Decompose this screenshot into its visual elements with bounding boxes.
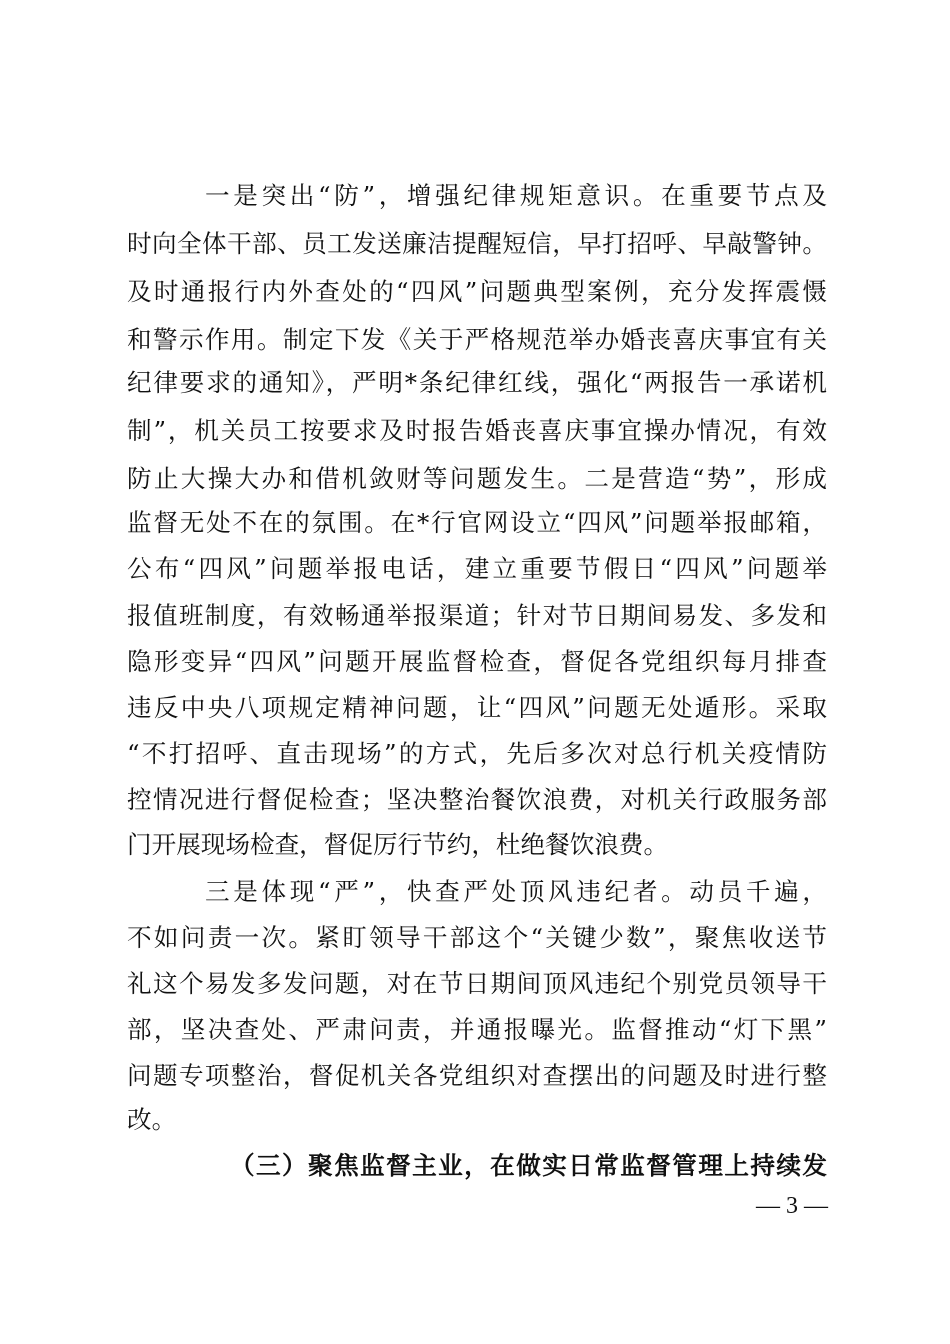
paragraph-1-line-11: 隐形变异“四风”问题开展监督检查，督促各党组织每月排查 bbox=[127, 647, 827, 676]
paragraph-1-line-1: 一是突出“防”，增强纪律规矩意识。在重要节点及 bbox=[205, 181, 827, 210]
paragraph-1-line-4: 和警示作用。制定下发《关于严格规范举办婚丧喜庆事宜有关 bbox=[127, 325, 827, 354]
paragraph-1-line-6: 制”，机关员工按要求及时报告婚丧喜庆事宜操办情况，有效 bbox=[127, 416, 827, 445]
paragraph-1-line-14: 控情况进行督促检查；坚决整治餐饮浪费，对机关行政服务部 bbox=[127, 785, 827, 814]
paragraph-1-line-10: 报值班制度，有效畅通举报渠道；针对节日期间易发、多发和 bbox=[127, 601, 827, 630]
paragraph-1-line-9: 公布“四风”问题举报电话，建立重要节假日“四风”问题举 bbox=[127, 554, 827, 583]
paragraph-2-line-6: 改。 bbox=[127, 1105, 177, 1134]
paragraph-1-line-5: 纪律要求的通知》，严明*条纪律红线，强化“两报告一承诺机 bbox=[127, 368, 827, 397]
paragraph-2-line-5: 问题专项整治，督促机关各党组织对查摆出的问题及时进行整 bbox=[127, 1061, 827, 1090]
paragraph-1-line-7: 防止大操大办和借机敛财等问题发生。二是营造“势”，形成 bbox=[127, 464, 827, 493]
paragraph-2-line-1: 三是体现“严”，快查严处顶风违纪者。动员千遍， bbox=[205, 877, 827, 906]
paragraph-2-line-4: 部，坚决查处、严肃问责，并通报曝光。监督推动“灯下黑” bbox=[127, 1015, 827, 1044]
paragraph-1-line-2: 时向全体干部、员工发送廉洁提醒短信，早打招呼、早敲警钟。 bbox=[127, 229, 827, 258]
paragraph-1-line-13: “不打招呼、直击现场”的方式，先后多次对总行机关疫情防 bbox=[127, 739, 827, 768]
paragraph-1-line-15: 门开展现场检查，督促厉行节约，杜绝餐饮浪费。 bbox=[127, 830, 669, 859]
paragraph-2-line-3: 礼这个易发多发问题，对在节日期间顶风违纪个别党员领导干 bbox=[127, 969, 827, 998]
paragraph-1-line-12: 违反中央八项规定精神问题，让“四风”问题无处遁形。采取 bbox=[127, 693, 827, 722]
paragraph-1-line-8: 监督无处不在的氛围。在*行官网设立“四风”问题举报邮箱， bbox=[127, 508, 827, 537]
section-heading-line: （三）聚焦监督主业，在做实日常监督管理上持续发 bbox=[230, 1151, 827, 1180]
paragraph-1-line-3: 及时通报行内外查处的“四风”问题典型案例，充分发挥震慑 bbox=[127, 277, 827, 306]
page-number: — 3 — bbox=[756, 1193, 828, 1219]
paragraph-2-line-2: 不如问责一次。紧盯领导干部这个“关键少数”，聚焦收送节 bbox=[127, 923, 827, 952]
